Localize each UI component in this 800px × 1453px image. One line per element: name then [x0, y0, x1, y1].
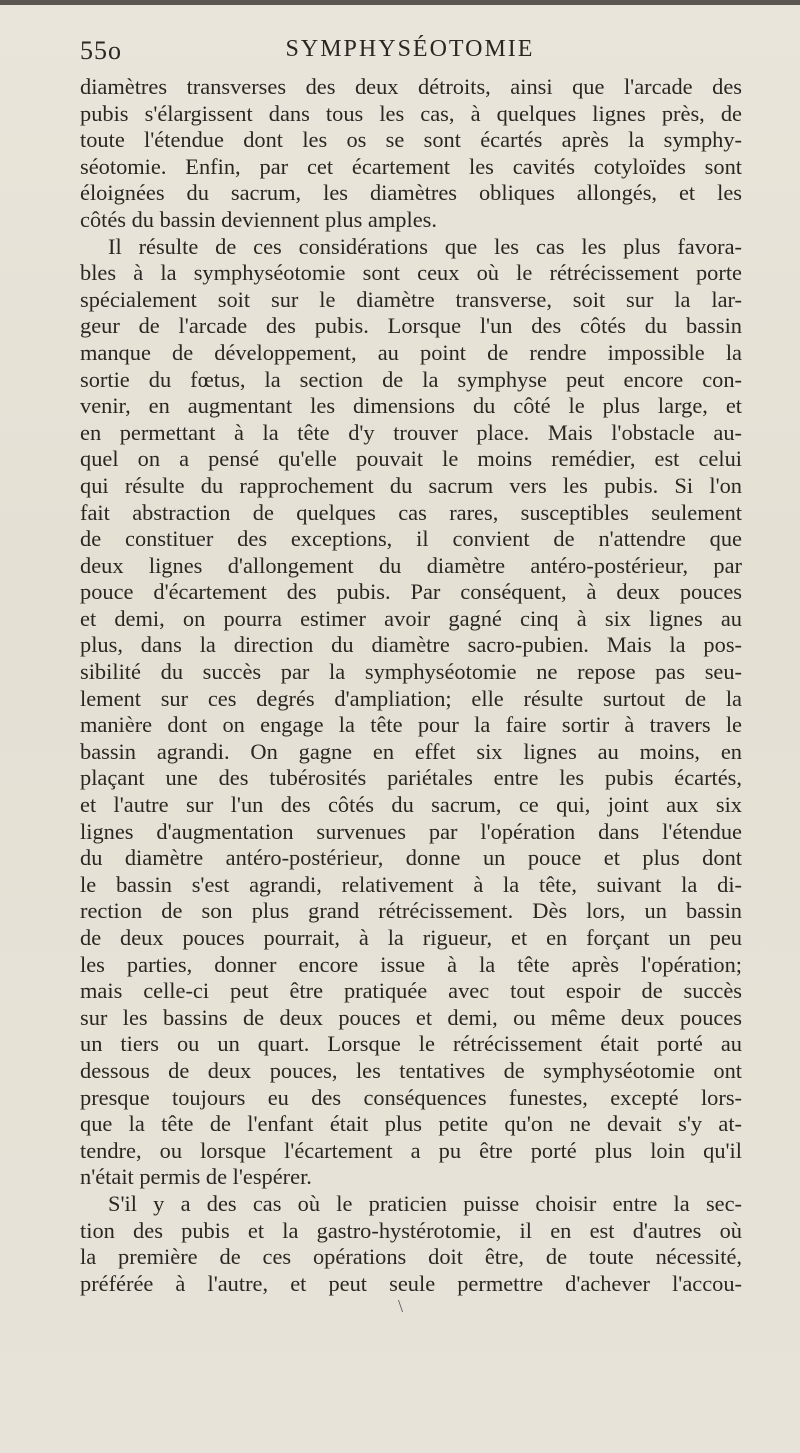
text-line: spécialement soit sur le diamètre transverse, soit sur la lar- [80, 286, 742, 312]
text-line: de deux pouces pourrait, à la rigueur, et en forçant un peu [80, 925, 742, 950]
text-line: un tiers ou un quart. Lorsque le rétrécissement était porté au [80, 1031, 742, 1057]
text-line: en permettant à la tête d'y trouver place. Mais l'obstacle au- [80, 419, 742, 445]
text-line: plus, dans la direction du diamètre sacro-pubien. Mais la pos- [80, 632, 742, 658]
text-line: deux lignes d'allongement du diamètre antéro-postérieur, par [80, 552, 742, 578]
text-line: lignes d'augmentation survenues par l'opération dans l'étendue [80, 818, 742, 844]
text-line: dessous de deux pouces, les tentatives de symphyséotomie ont [80, 1057, 742, 1083]
text-line: sur les bassins de deux pouces et demi, ou même deux pouces [80, 1004, 742, 1030]
text-line: séotomie. Enfin, par cet écartement les cavités cotyloïdes sont [80, 153, 742, 179]
text-line: sibilité du succès par la symphyséotomie ne repose pas seu- [80, 659, 742, 685]
text-line: geur de l'arcade des pubis. Lorsque l'un des côtés du bassin [80, 313, 742, 339]
text-line: tendre, ou lorsque l'écartement a pu être porté plus loin qu'il [80, 1137, 742, 1163]
stray-ink-mark: \ [398, 1296, 404, 1316]
text-line: qui résulte du rapprochement du sacrum vers les pubis. Si l'on [80, 472, 742, 498]
page-header [80, 36, 740, 76]
text-line: et l'autre sur l'un des côtés du sacrum, ce qui, joint aux six [80, 792, 742, 818]
text-line: éloignées du sacrum, les diamètres obliques allongés, et les [80, 180, 742, 206]
text-line: lement sur ces degrés d'ampliation; elle résulte surtout de la [80, 685, 742, 711]
text-line: quel on a pensé qu'elle pouvait le moins remédier, est celui [80, 446, 742, 472]
text-line: bassin agrandi. On gagne en effet six lignes au moins, en [80, 738, 742, 764]
text-line: plaçant une des tubérosités pariétales entre les pubis écartés, [80, 765, 742, 791]
text-line: pouce d'écartement des pubis. Par conséquent, à deux pouces [80, 579, 742, 605]
page-number: 55o [80, 36, 122, 65]
paragraph-first-line: S'il y a des cas où le praticien puisse choisir entre la sec- [108, 1190, 742, 1216]
text-line: et demi, on pourra estimer avoir gagné cinq à six lignes au [80, 605, 742, 631]
text-line: de constituer des exceptions, il convient de n'attendre que [80, 526, 742, 552]
text-line: n'était permis de l'espérer. [80, 1164, 312, 1190]
text-line: que la tête de l'enfant était plus petite qu'on ne devait s'y at- [80, 1111, 742, 1137]
text-line: du diamètre antéro-postérieur, donne un pouce et plus dont [80, 845, 742, 871]
text-line: toute l'étendue dont les os se sont écartés après la symphy- [80, 127, 742, 153]
running-title: SYMPHYSÉOTOMIE [285, 36, 535, 62]
paragraph-first-line: Il résulte de ces considérations que les cas les plus favora- [108, 233, 742, 259]
text-line: les parties, donner encore issue à la tête après l'opération; [80, 951, 742, 977]
text-line: pubis s'élargissent dans tous les cas, à quelques lignes près, de [80, 100, 742, 126]
text-line: diamètres transverses des deux détroits, ainsi que l'arcade des [80, 74, 742, 99]
text-line: préférée à l'autre, et peut seule permettre d'achever l'accou- [80, 1270, 742, 1296]
top-edge-rule [0, 0, 800, 5]
text-line: mais celle-ci peut être pratiquée avec tout espoir de succès [80, 978, 742, 1004]
text-line: manière dont on engage la tête pour la faire sortir à travers le [80, 712, 742, 738]
text-line: le bassin s'est agrandi, relativement à la tête, suivant la di- [80, 871, 742, 897]
text-line: fait abstraction de quelques cas rares, susceptibles seulement [80, 499, 742, 525]
text-line: sortie du fœtus, la section de la symphyse peut encore con- [80, 366, 742, 392]
text-line: venir, en augmentant les dimensions du côté le plus large, et [80, 393, 742, 419]
text-line: rection de son plus grand rétrécissement. Dès lors, un bassin [80, 898, 742, 924]
text-line: côtés du bassin deviennent plus amples. [80, 206, 437, 232]
body-text [80, 74, 742, 1297]
text-line: la première de ces opérations doit être, de toute nécessité, [80, 1244, 742, 1270]
text-line: tion des pubis et la gastro-hystérotomie, il en est d'autres où [80, 1217, 742, 1243]
text-line: manque de développement, au point de rendre impossible la [80, 339, 742, 365]
text-line: bles à la symphyséotomie sont ceux où le rétrécissement porte [80, 260, 742, 286]
text-line: presque toujours eu des conséquences funestes, excepté lors- [80, 1084, 742, 1110]
